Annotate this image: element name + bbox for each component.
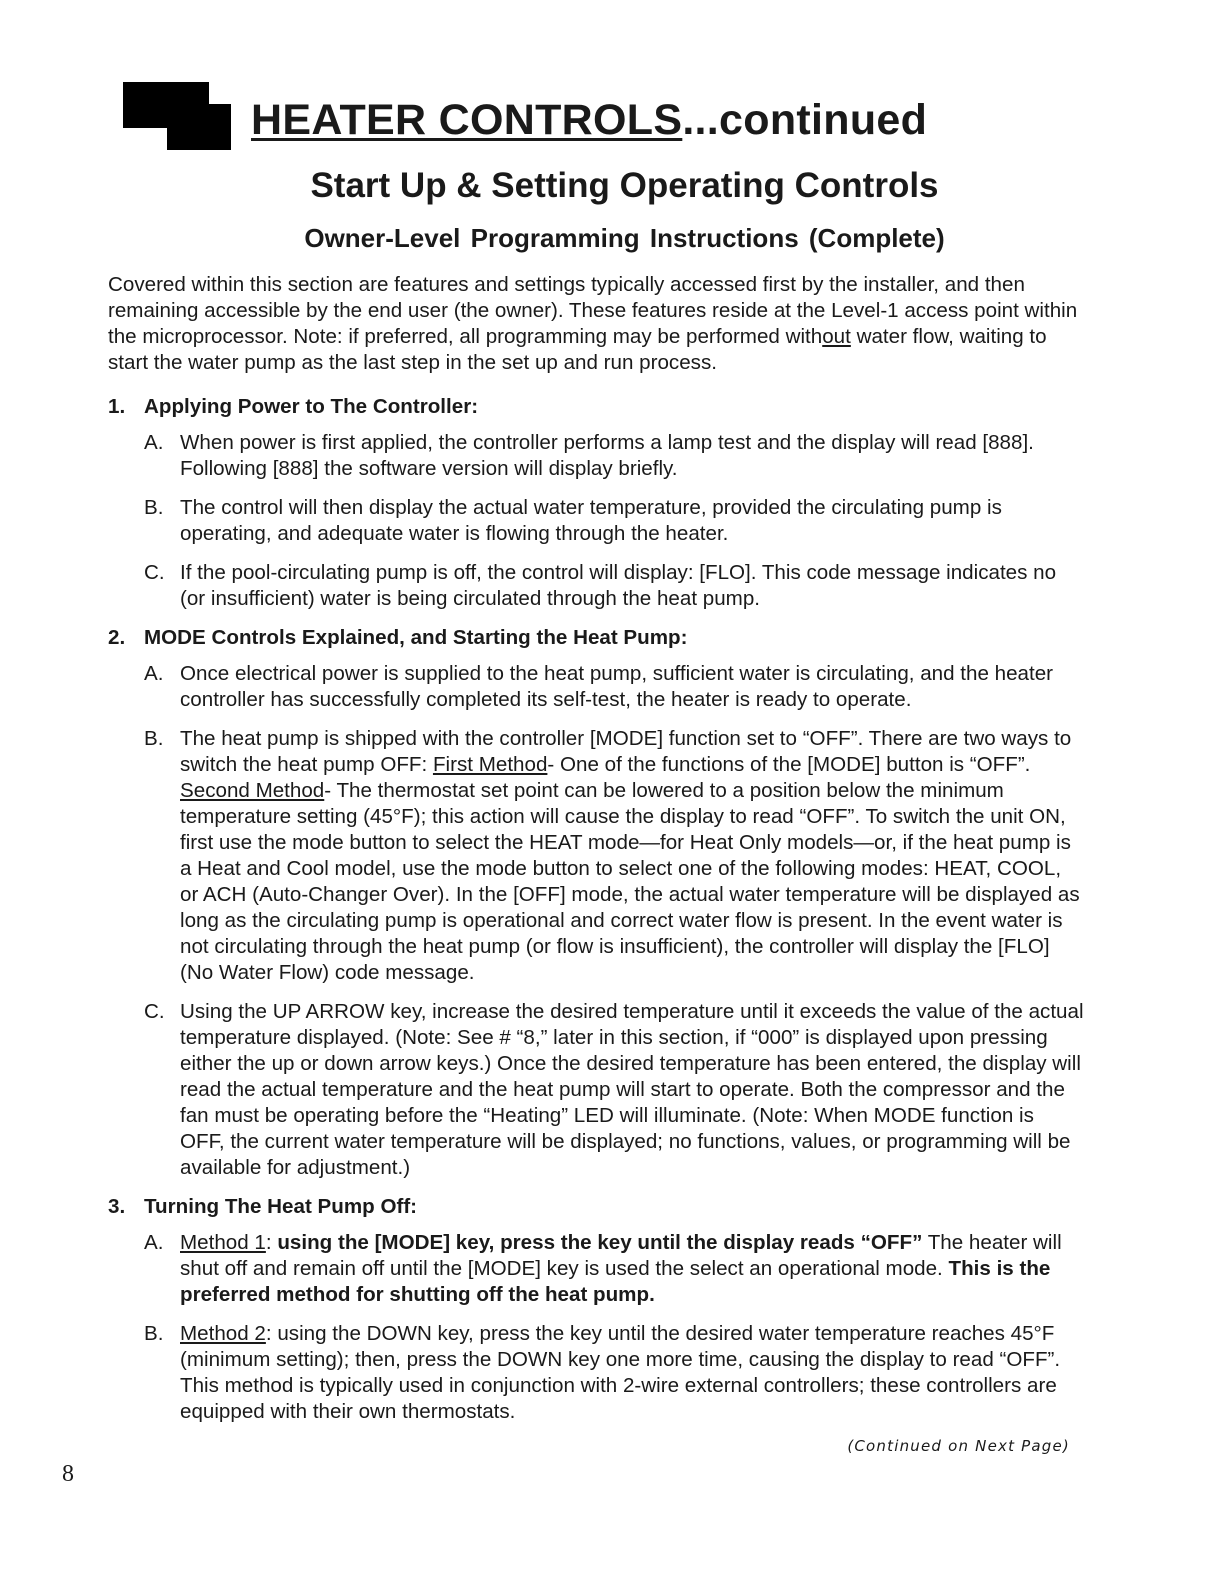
item-letter: B. [144,727,164,750]
section-heading-2 [108,625,1084,651]
item-text: Once electrical power is supplied to the heat pump, sufficient water is circulating, and the heater controller has successfully completed its self-test, the heater is ready to operate. [180,662,1054,711]
item-text: The control will then display the actual water temperature, provided the circulating pump is operating, and adequate water is flowing through the heater. [180,496,1002,545]
item-text: Using the UP ARROW key, increase the desired temperature until it exceeds the value of the actual temperature displayed. (Note: See # “8,” later in this section, if “000” is displayed upon pressing either the up or down arrow keys.) Once the desired temperature has been entered, the display will read the actual temperature and the heat pump will start to operate. Both the compressor and the fan must be operating before the “Heating” LED will illuminate. (Note: When MODE function is OFF, the current water temperature will be displayed; no functions, values, or programming will be available for adjustment.) [180,1000,1084,1179]
list-item-1c [108,560,1084,612]
item-text-underlined: Method 1 [180,1231,266,1254]
item-text-bold: This is the preferred method for shutting off the heat pump. [180,1257,1051,1306]
section-heading-text: Turning The Heat Pump Off: [144,1195,418,1218]
item-text-underlined: Second Method [180,779,325,802]
list-item-2a [108,661,1084,713]
section-title-main: HEATER CONTROLS [251,96,683,144]
section-title [251,96,927,145]
page-number: 8 [62,1461,74,1487]
section-number: 1. [108,395,126,418]
item-text: If the pool-circulating pump is off, the control will display: [FLO]. This code message indicates no (or insufficient) water is being circulated through the heat pump. [180,561,1057,610]
item-text: The heater will shut off and remain off until the [MODE] key is used the select an operational mode. [180,1231,1062,1280]
item-text: - The thermostat set point can be lowered to a position below the minimum temperature setting (45°F); this action will cause the display to read “OFF”. To switch the unit ON, first use the mode button to select the HEAT mode—for Heat Only models—or, if the heat pump is a Heat and Cool model, use the mode button to select one of the following modes: HEAT, COOL, or ACH (Auto-Changer Over). In the [OFF] mode, the actual water temperature will be displayed as long as the circulating pump is operational and correct water flow is present. In the event water is not circulating through the heat pump (or flow is insufficient), the controller will display the [FLO] (No Water Flow) code message. [180,779,1080,984]
intro-text-after: water flow, waiting to start the water pump as the last step in the set up and run process. [108,325,1047,374]
item-letter: A. [144,431,164,454]
intro-text-before: Covered within this section are features and settings typically accessed first by the installer, and then remaining accessible by the end user (the owner). These features reside at the Level-1 access point within the microprocessor. Note: if preferred, all programming may be performed with [108,273,1078,348]
section-title-suffix: ...continued [682,96,928,144]
item-text: : [265,1231,278,1254]
document-body [108,272,1084,1438]
item-letter: B. [144,496,164,519]
section-heading-3 [108,1194,1084,1220]
section-marker-logo [123,82,231,150]
section-heading-1 [108,394,1084,420]
list-item-3b [108,1321,1084,1425]
item-text-underlined: First Method [432,753,548,776]
logo-block-lower [167,104,231,150]
list-item-3a [108,1230,1084,1308]
item-letter: C. [144,1000,165,1023]
section-number: 2. [108,626,126,649]
section-number: 3. [108,1195,126,1218]
item-letter: C. [144,561,165,584]
page-subtitle: Start Up & Setting Operating Controls [310,166,939,205]
list-item-2b [108,726,1084,986]
item-letter: B. [144,1322,164,1345]
list-item-1a [108,430,1084,482]
item-text: : using the DOWN key, press the key until the desired water temperature reaches 45°F (minimum setting); then, press the DOWN key one more time, causing the display to read “OFF”. This method is typically used in conjunction with 2-wire external controllers; these controllers are equipped with their own thermostats. [180,1322,1061,1423]
item-text: - One of the functions of the [MODE] button is “OFF”. [547,753,1031,776]
item-text: The heat pump is shipped with the controller [MODE] function set to “OFF”. There are two ways to switch the heat pump OFF: [180,727,1072,776]
page-subsubtitle: Owner-Level Programming Instructions (Complete) [304,223,945,253]
item-letter: A. [144,662,164,685]
continued-note: (Continued on Next Page) [847,1437,1070,1455]
item-text: When power is first applied, the controller performs a lamp test and the display will read [888]. Following [888] the software version will display briefly. [180,431,1034,480]
section-heading-text: Applying Power to The Controller: [144,395,479,418]
intro-paragraph [108,272,1084,376]
list-item-2c [108,999,1084,1181]
item-text-bold: using the [MODE] key, press the key until the display reads “OFF” [277,1231,923,1254]
intro-text-underlined: out [822,325,851,348]
item-text-underlined: Method 2 [180,1322,266,1345]
section-heading-text: MODE Controls Explained, and Starting the Heat Pump: [144,626,688,649]
item-letter: A. [144,1231,164,1254]
list-item-1b [108,495,1084,547]
